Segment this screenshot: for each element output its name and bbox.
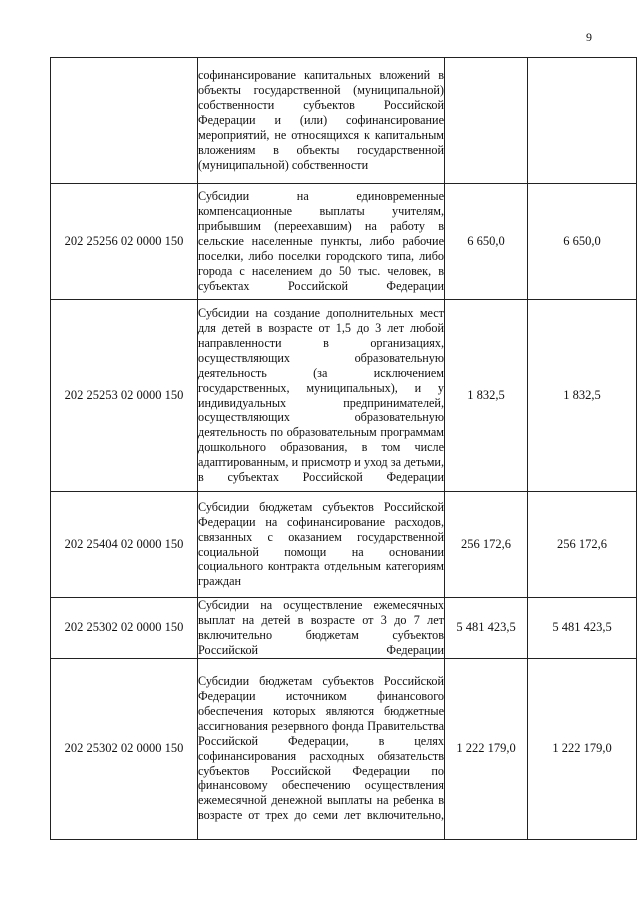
table-row (51, 598, 637, 659)
amount-cell: 5 481 423,5 (528, 598, 637, 659)
amount-cell: 256 172,6 (528, 492, 637, 598)
description-cell: Субсидии бюджетам субъектов Российской Федерации источником финансового обеспечения которых являются бюджетные ассигнования резервного фонда Правительства Российской Федерации, в целях софинансирования расходных обязательств субъектов Российской Федерации по финансовому обеспечению осуществления ежемесячной денежной выплаты на ребенка в возрасте от трех до семи лет включительно, (198, 658, 445, 839)
description-cell: софинансирование капитальных вложений в объекты государственной (муниципальной) собственности субъектов Российской Федерации и (или) софинансирование мероприятий, не относящихся к капитальным вложениям в объекты государственной (муниципальной) собственности (198, 58, 445, 184)
budget-code-cell: 202 25253 02 0000 150 (51, 300, 198, 492)
amount-cell: 1 832,5 (445, 300, 528, 492)
budget-code-cell: 202 25404 02 0000 150 (51, 492, 198, 598)
amount-cell: 1 222 179,0 (528, 658, 637, 839)
table-row (51, 58, 637, 184)
budget-code-cell: 202 25256 02 0000 150 (51, 184, 198, 300)
table-row (51, 658, 637, 839)
amount-cell: 6 650,0 (445, 184, 528, 300)
table-row (51, 300, 637, 492)
amount-cell: 1 832,5 (528, 300, 637, 492)
table-row (51, 492, 637, 598)
amount-cell: 256 172,6 (445, 492, 528, 598)
amount-cell: 1 222 179,0 (445, 658, 528, 839)
budget-code-cell: 202 25302 02 0000 150 (51, 598, 198, 659)
table-row (51, 184, 637, 300)
budget-table (50, 57, 637, 840)
amount-cell (445, 58, 528, 184)
description-cell: Субсидии на создание дополнительных мест для детей в возрасте от 1,5 до 3 лет любой направленности в организациях, осуществляющих образовательную деятельность (за исключением государственных, муниципальных), и у индивидуальных предпринимателей, осуществляющих образовательную деятельность по образовательным программам дошкольного образования, в том числе адаптированным, и присмотр и уход за детьми, в субъектах Российской Федерации (198, 300, 445, 492)
amount-cell: 5 481 423,5 (445, 598, 528, 659)
description-cell: Субсидии на единовременные компенсационные выплаты учителям, прибывшим (переехавшим) на работу в сельские населенные пункты, либо рабочие поселки, либо поселки городского типа, либо города с населением до 50 тыс. человек, в субъектах Российской Федерации (198, 184, 445, 300)
description-cell: Субсидии на осуществление ежемесячных выплат на детей в возрасте от 3 до 7 лет включительно бюджетам субъектов Российской Федерации (198, 598, 444, 657)
budget-code-cell (51, 58, 198, 184)
amount-cell (528, 58, 637, 184)
budget-code-cell: 202 25302 02 0000 150 (51, 658, 198, 839)
page-number: 9 (586, 30, 592, 44)
amount-cell: 6 650,0 (528, 184, 637, 300)
description-cell: Субсидии бюджетам субъектов Российской Федерации на софинансирование расходов, связанных с оказанием государственной социальной помощи на основании социального контракта отдельным категориям граждан (198, 492, 445, 598)
